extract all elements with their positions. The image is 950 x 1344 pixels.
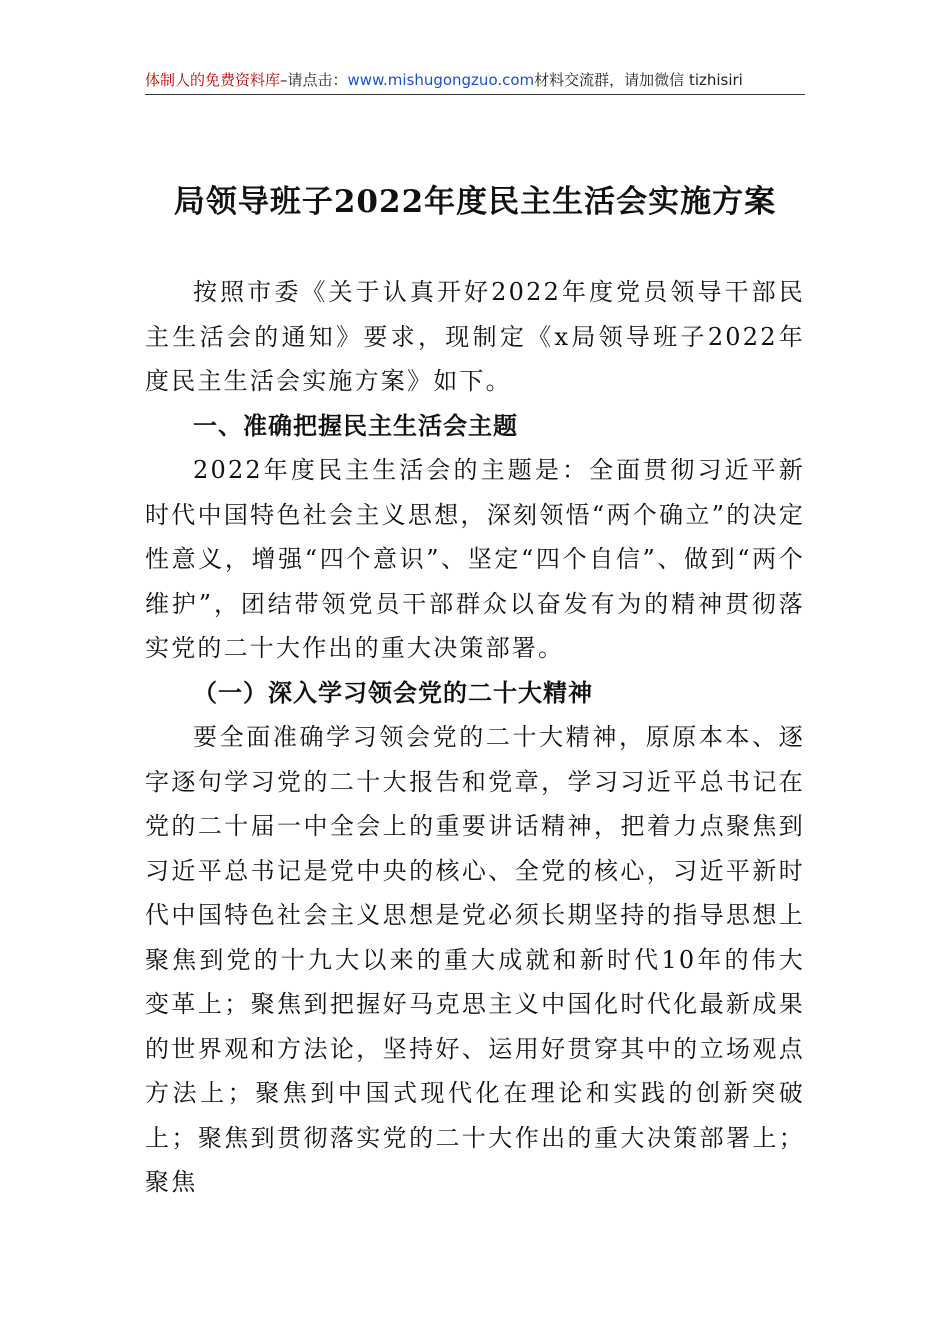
- document-title: 局领导班子2022年度民主生活会实施方案: [173, 184, 777, 220]
- intro-paragraph: 按照市委《关于认真开好2022年度党员领导干部民主生活会的通知》要求，现制定《x局领导班子2022年度民主生活会实施方案》如下。: [145, 278, 805, 395]
- header-prompt: –请点击：: [280, 71, 348, 89]
- header-contact: 材料交流群，请加微信 tizhisiri: [534, 71, 743, 89]
- page-header: [145, 70, 805, 95]
- header-brand: 体制人的免费资料库: [145, 71, 281, 89]
- section-heading-1: 一、准确把握民主生活会主题: [193, 411, 518, 440]
- subsection-heading-1: （一）深入学习领会党的二十大精神: [193, 677, 593, 707]
- document-body: [145, 270, 805, 1205]
- subsection-1-paragraph: 要全面准确学习领会党的二十大精神，原原本本、逐字逐句学习党的二十大报告和党章，学习习近平总书记在党的二十届一中全会上的重要讲话精神，把着力点聚焦到习近平总书记是党中央的核心、全党的核心，习近平新时代中国特色社会主义思想是党必须长期坚持的指导思想上聚焦到党的十九大以来的重大成就和新时代10年的伟大变革上；聚焦到把握好马克思主义中国化时代化最新成果的世界观和方法论，坚持好、运用好贯穿其中的立场观点方法上；聚焦到中国式现代化在理论和实践的创新突破上；聚焦到贯彻落实党的二十大作出的重大决策部署上；聚焦: [145, 723, 805, 1196]
- section-1-paragraph: 2022年度民主生活会的主题是：全面贯彻习近平新时代中国特色社会主义思想，深刻领悟“两个确立”的决定性意义，增强“四个意识”、坚定“四个自信”、做到“两个维护”，团结带领党员干部群众以奋发有为的精神贯彻落实党的二十大作出的重大决策部署。: [145, 456, 805, 662]
- header-url-link[interactable]: www.mishugongzuo.com: [347, 71, 535, 89]
